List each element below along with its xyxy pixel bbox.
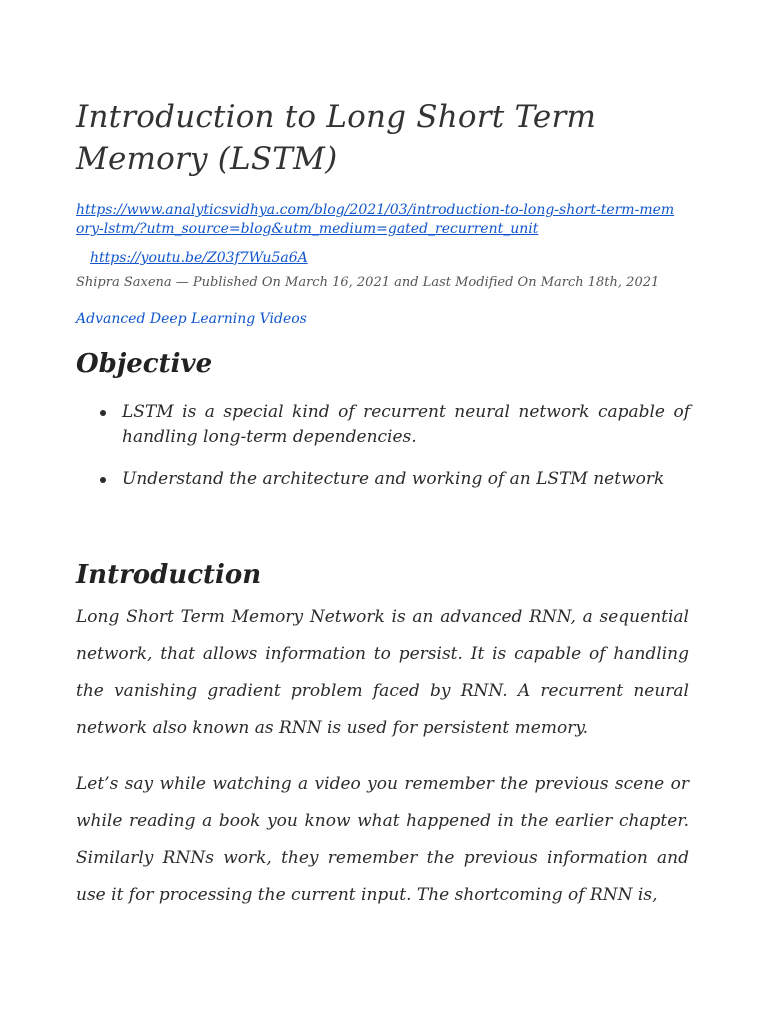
- source-link[interactable]: https://www.analyticsvidhya.com/blog/2021/03/introduction-to-long-short-term-memory-lstm/?utm_source=blog&utm_medium=gated_recurrent_unit: [76, 202, 675, 237]
- bullet-icon: [100, 477, 106, 483]
- introduction-paragraph: Long Short Term Memory Network is an advanced RNN, a sequential network, that allows information to persist. It is capable of handling the vanishing gradient problem faced by RNN. A recurrent neural network also known as RNN is used for persistent memory.: [76, 607, 689, 738]
- objective-heading: Objective: [76, 349, 213, 379]
- introduction-paragraph: Let’s say while watching a video you remember the previous scene or while reading a book you know what happened in the earlier chapter. Similarly RNNs work, they remember the previous information and use it for processing the current input. The shortcoming of RNN is,: [76, 774, 689, 905]
- bullet-icon: [100, 410, 106, 416]
- video-link[interactable]: https://youtu.be/Z03f7Wu5a6A: [90, 250, 308, 266]
- introduction-heading: Introduction: [76, 560, 262, 590]
- list-item: [76, 400, 690, 450]
- article-byline: Shipra Saxena — Published On March 16, 2021 and Last Modified On March 18th, 2021: [76, 275, 660, 290]
- list-item-text: LSTM is a special kind of recurrent neural network capable of handling long-term dependencies.: [122, 402, 690, 447]
- list-item-text: Understand the architecture and working of an LSTM network: [122, 469, 665, 489]
- category-label: Advanced Deep Learning Videos: [76, 311, 307, 327]
- page-title: Introduction to Long Short Term Memory (LSTM): [76, 99, 597, 177]
- list-item: [76, 467, 690, 492]
- objective-list: [76, 400, 690, 492]
